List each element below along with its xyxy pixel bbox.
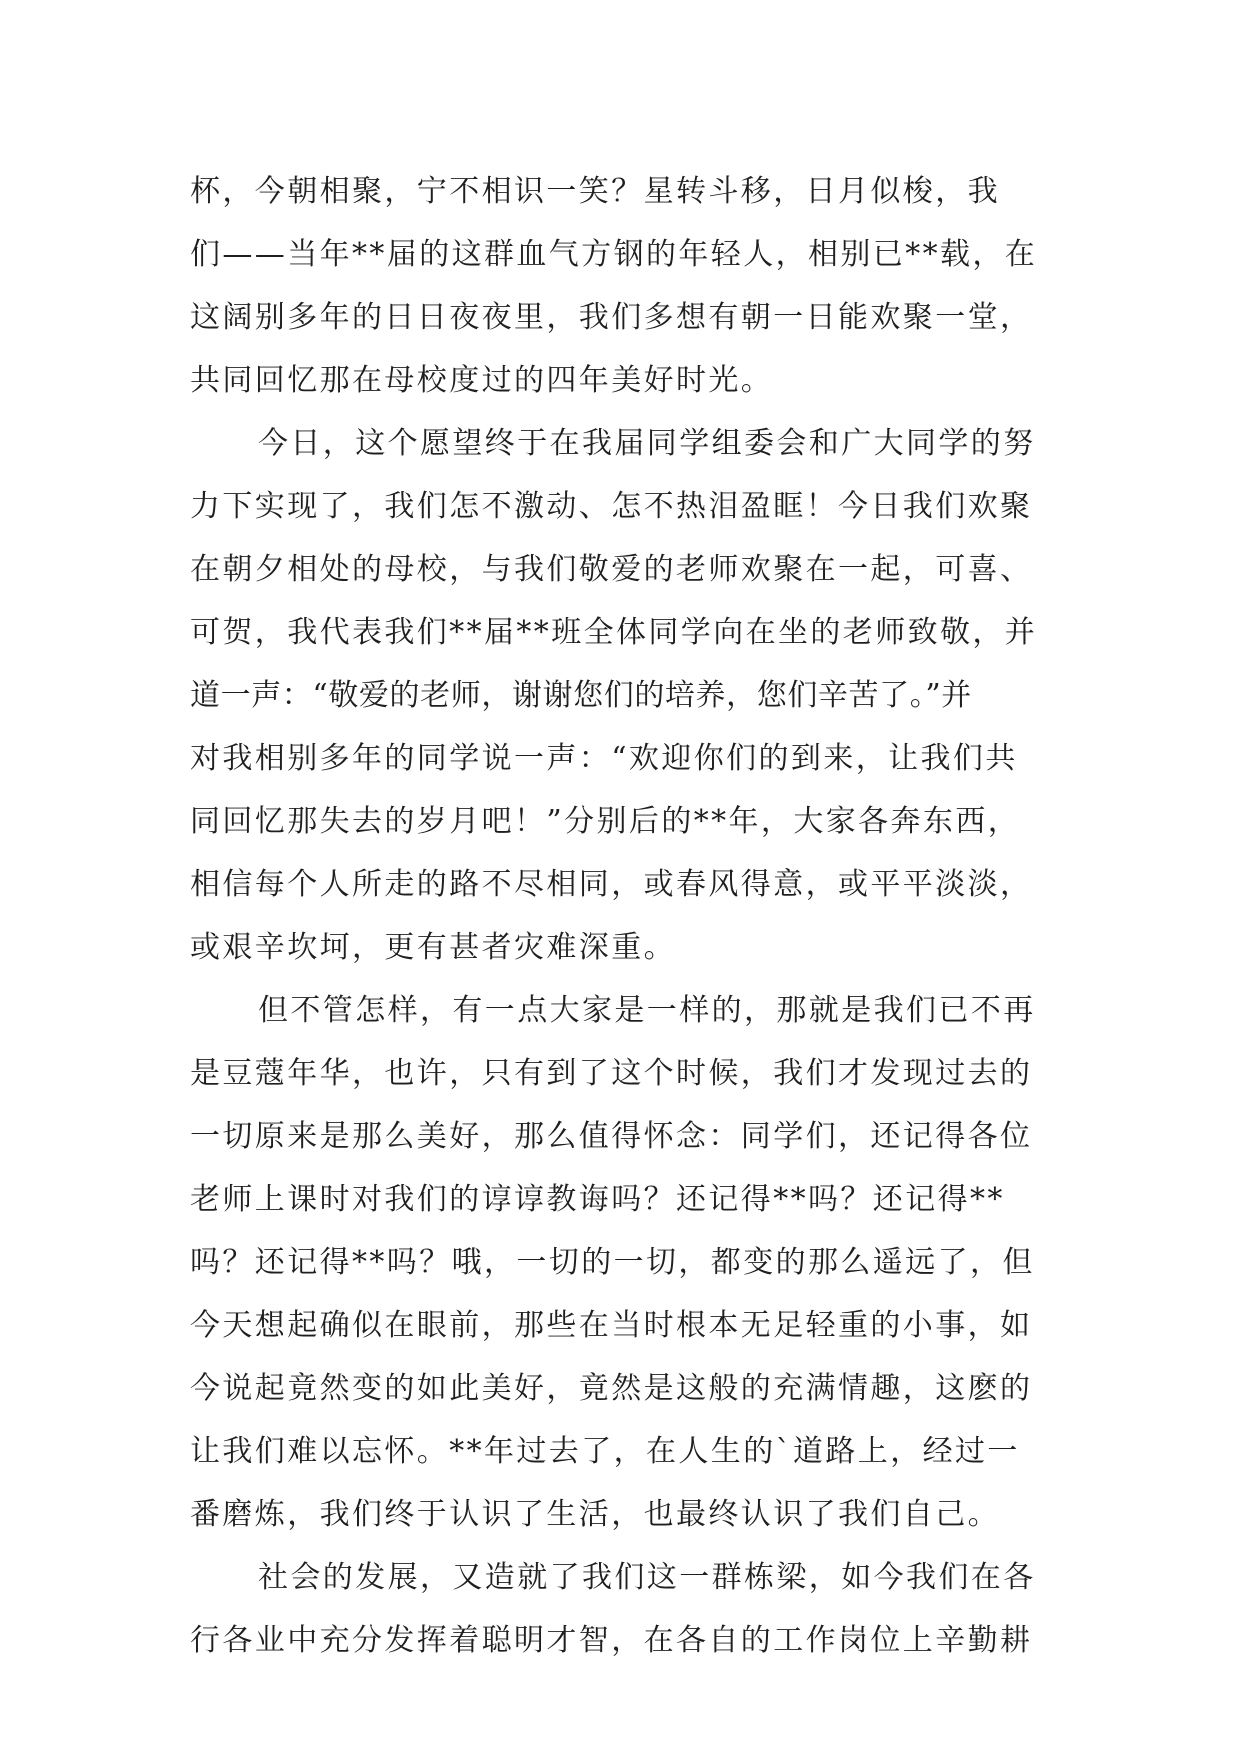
text-line: 今说起竟然变的如此美好，竟然是这般的充满情趣，这麽的 — [190, 1371, 1033, 1406]
paragraph-first-line: 今日，这个愿望终于在我届同学组委会和广大同学的努 — [258, 426, 1036, 461]
text-line: 对我相别多年的同学说一声：“欢迎你们的到来，让我们共 — [190, 741, 1018, 776]
text-line: 一切原来是那么美好，那么值得怀念：同学们，还记得各位 — [190, 1119, 1033, 1154]
text-line: 相信每个人所走的路不尽相同，或春风得意，或平平淡淡， — [190, 867, 1033, 902]
text-line: 番磨炼，我们终于认识了生活，也最终认识了我们自己。 — [190, 1497, 1000, 1532]
text-line: 道一声：“敬爱的老师，谢谢您们的培养，您们辛苦了。”并 — [190, 678, 972, 713]
text-line: 同回忆那失去的岁月吧！”分别后的**年，大家各奔东西， — [190, 804, 1021, 839]
text-line: 在朝夕相处的母校，与我们敬爱的老师欢聚在一起，可喜、 — [190, 552, 1033, 587]
text-line: 老师上课时对我们的谆谆教诲吗？还记得**吗？还记得** — [190, 1182, 1005, 1217]
text-line: 力下实现了，我们怎不激动、怎不热泪盈眶！今日我们欢聚 — [190, 489, 1033, 524]
paragraph-first-line: 社会的发展，又造就了我们这一群栋梁，如今我们在各 — [258, 1560, 1036, 1595]
text-line: 让我们难以忘怀。**年过去了，在人生的`道路上，经过一 — [190, 1434, 1020, 1469]
text-line: 们——当年**届的这群血气方钢的年轻人，相别已**载，在 — [190, 237, 1038, 272]
text-line: 这阔别多年的日日夜夜里，我们多想有朝一日能欢聚一堂， — [190, 300, 1033, 335]
text-line: 今天想起确似在眼前，那些在当时根本无足轻重的小事，如 — [190, 1308, 1033, 1343]
paragraph-first-line: 但不管怎样，有一点大家是一样的，那就是我们已不再 — [258, 993, 1036, 1028]
text-line: 杯，今朝相聚，宁不相识一笑？星转斗移，日月似梭，我 — [190, 174, 1000, 209]
text-line: 行各业中充分发挥着聪明才智，在各自的工作岗位上辛勤耕 — [190, 1623, 1033, 1658]
document-body — [190, 160, 1070, 1672]
text-line: 可贺，我代表我们**届**班全体同学向在坐的老师致敬，并 — [190, 615, 1038, 650]
text-line: 共同回忆那在母校度过的四年美好时光。 — [190, 363, 774, 398]
text-line: 或艰辛坎坷，更有甚者灾难深重。 — [190, 930, 676, 965]
text-line: 吗？还记得**吗？哦，一切的一切，都变的那么遥远了，但 — [190, 1245, 1035, 1280]
text-line: 是豆蔻年华，也许，只有到了这个时候，我们才发现过去的 — [190, 1056, 1033, 1091]
